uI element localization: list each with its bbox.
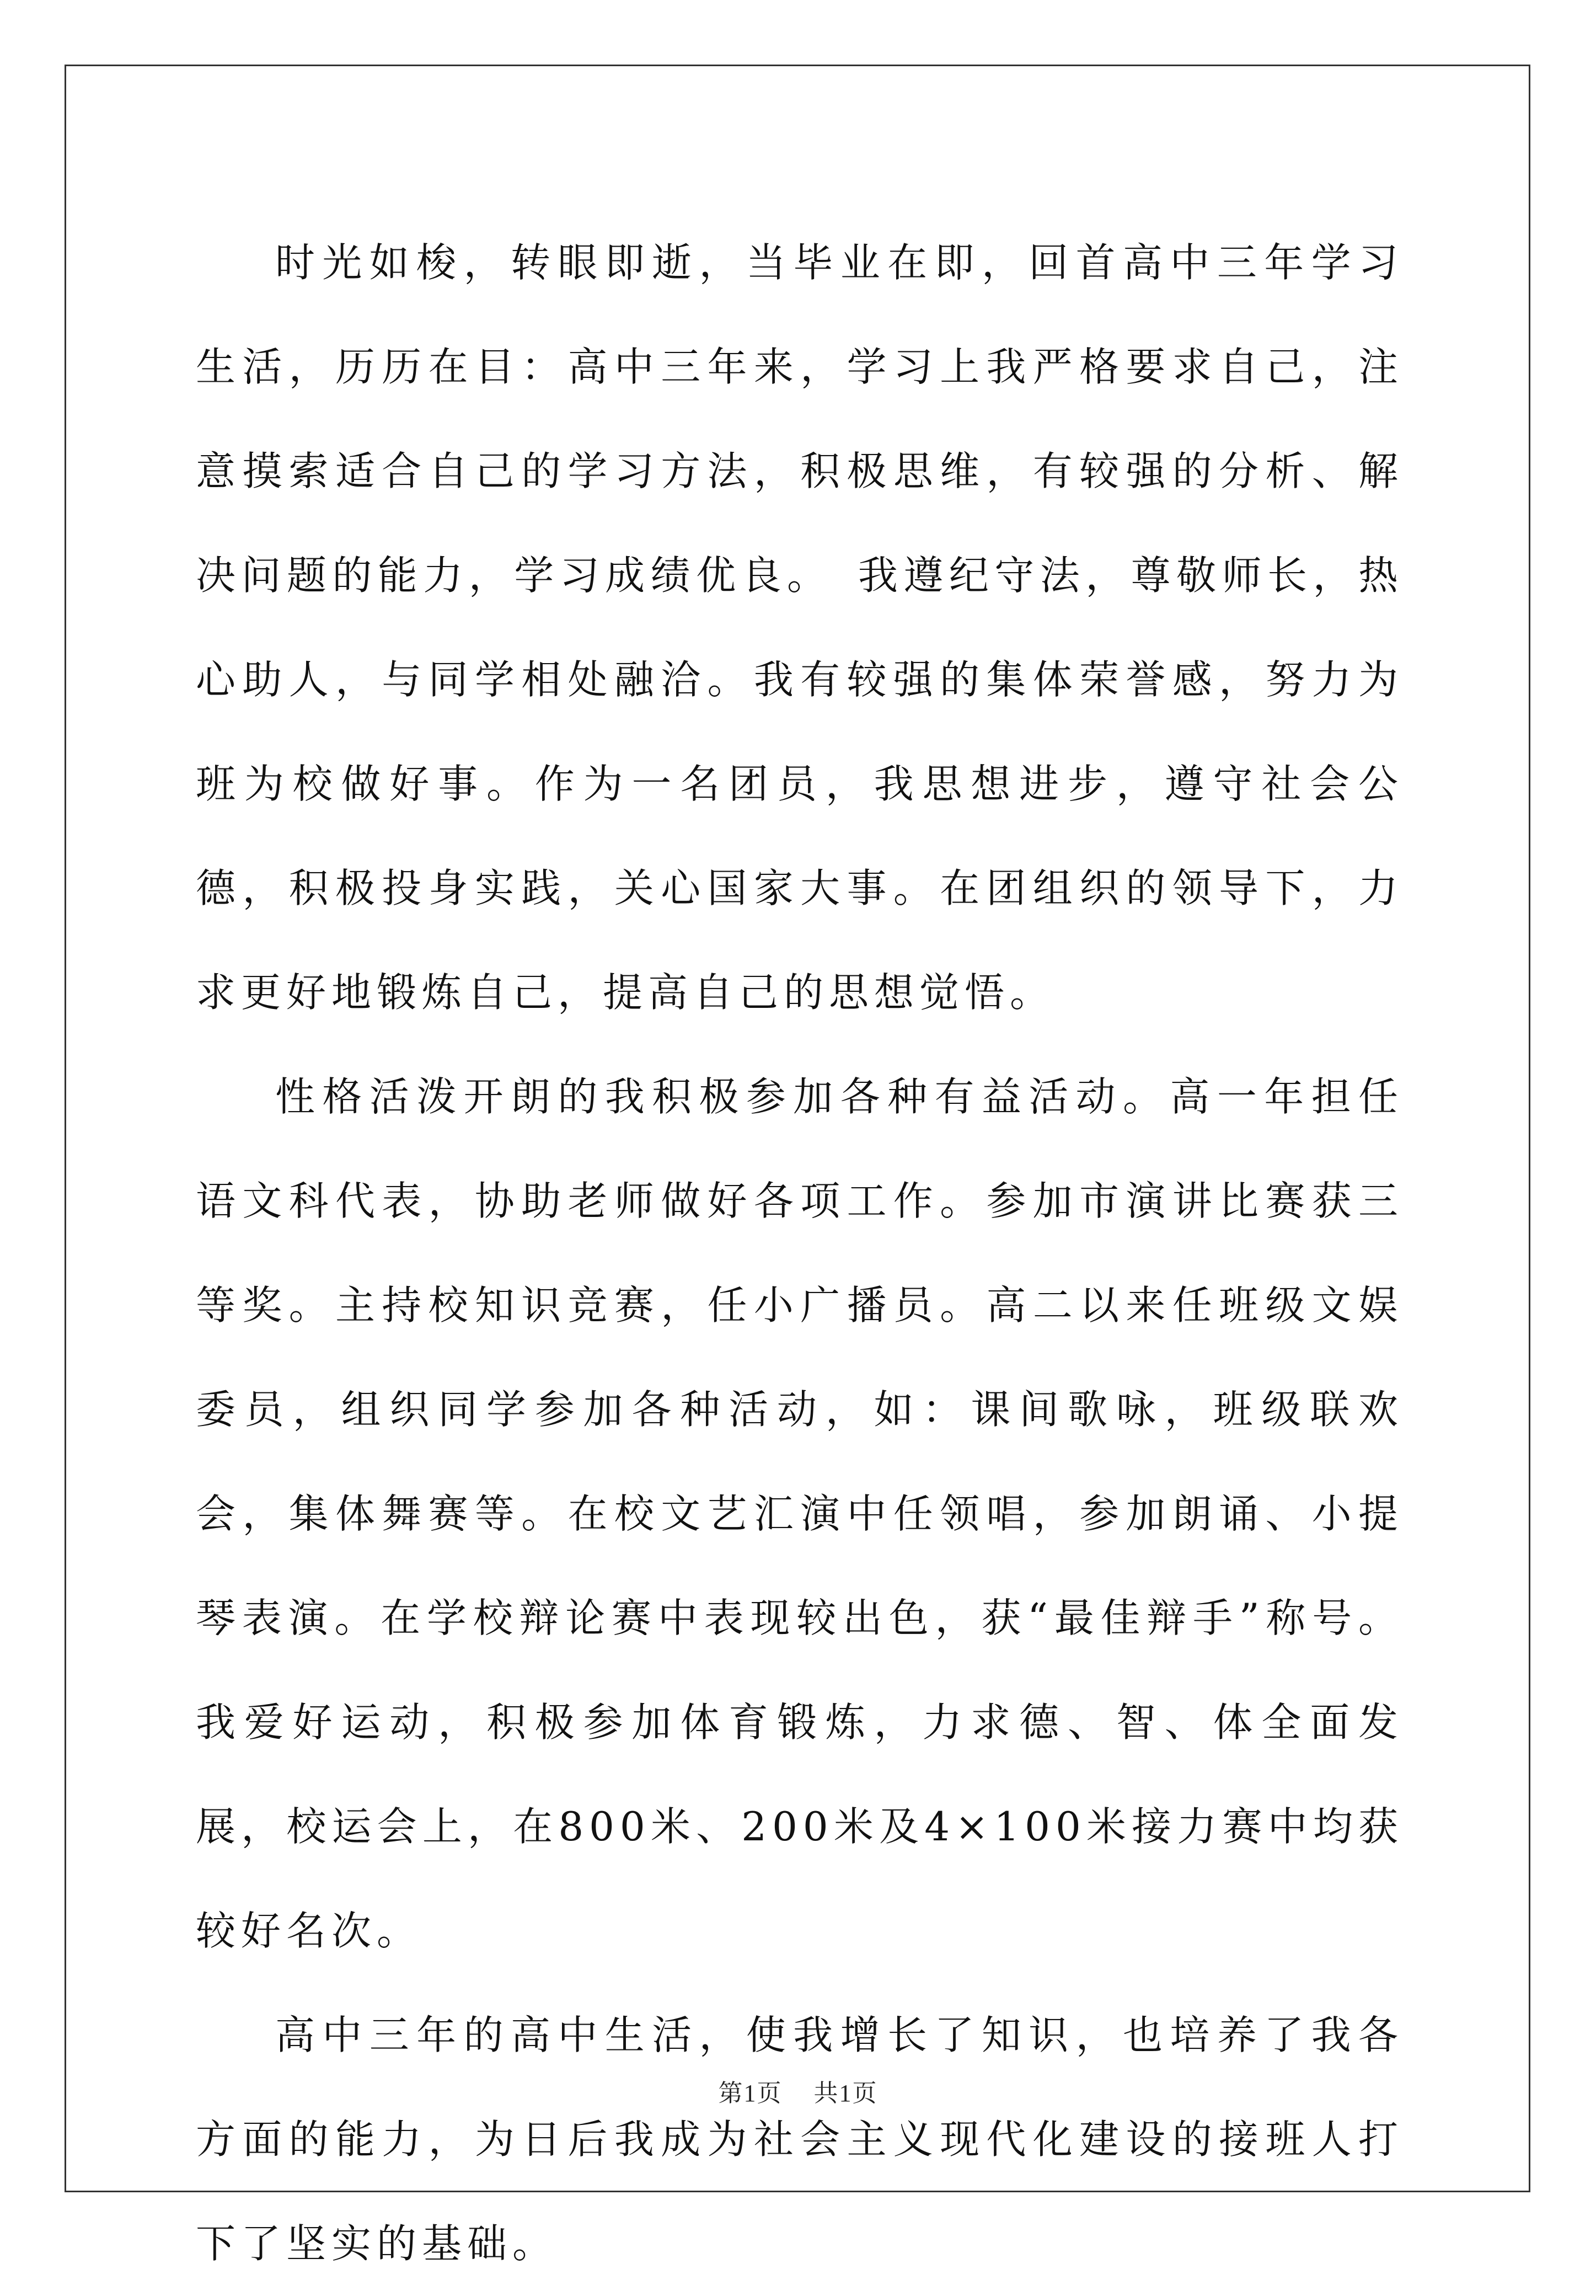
paragraph-3: 高中三年的高中生活，使我增长了知识，也培养了我各方面的能力，为日后我成为社会主义现代化建设的接班人打下了坚实的基础。 (196, 2012, 1404, 2267)
page-footer (0, 2073, 1596, 2108)
page-total: 共1页 (813, 2080, 878, 2107)
document-body (196, 211, 1404, 2296)
paragraph-1: 时光如梭，转眼即逝，当毕业在即，回首高中三年学习生活，历历在目：高中三年来，学习上我严格要求自己，注意摸索适合自己的学习方法，积极思维，有较强的分析、解决问题的能力，学习成绩优良。 我遵纪守法，尊敬师长，热心助人，与同学相处融洽。我有较强的集体荣誉感，努力为班为校做好事。作为一名团员，我思想进步，遵守社会公德，积极投身实践，关心国家大事。在团组织的领导下，力求更好地锻炼自己，提高自己的思想觉悟。 (196, 239, 1404, 1016)
page-number: 第1页 (718, 2080, 783, 2107)
paragraph-2: 性格活泼开朗的我积极参加各种有益活动。高一年担任语文科代表，协助老师做好各项工作。参加市演讲比赛获三等奖。主持校知识竞赛，任小广播员。高二以来任班级文娱委员，组织同学参加各种活动，如：课间歌咏，班级联欢会，集体舞赛等。在校文艺汇演中任领唱，参加朗诵、小提琴表演。在学校辩论赛中表现较出色，获“最佳辩手”称号。我爱好运动，积极参加体育锻炼，力求德、智、体全面发展，校运会上，在800米、200米及4×100米接力赛中均获较好名次。 (196, 1074, 1404, 1954)
